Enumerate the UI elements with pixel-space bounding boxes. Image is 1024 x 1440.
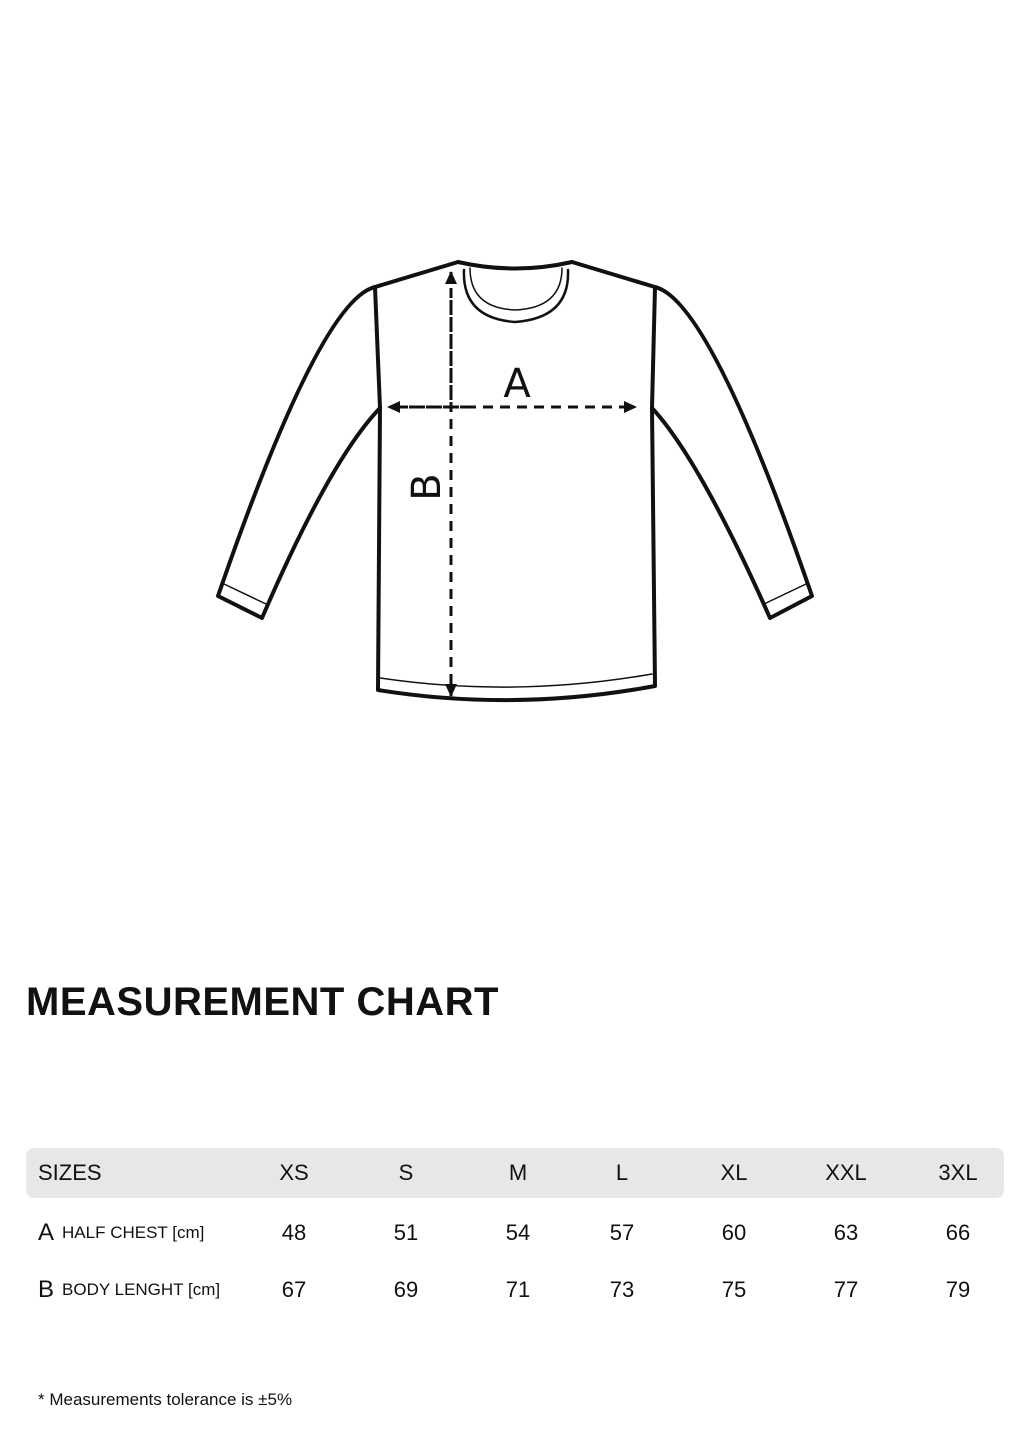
table-cell: 48 bbox=[281, 1219, 307, 1245]
measurement-table bbox=[26, 1148, 1004, 1312]
header-sizes-label: SIZES bbox=[38, 1160, 102, 1185]
table-header-row bbox=[26, 1148, 1004, 1198]
header-size: M bbox=[508, 1160, 528, 1185]
table-cell: 54 bbox=[505, 1219, 531, 1245]
label-a: A bbox=[503, 361, 531, 407]
row-label-text: BODY LENGHT [cm] bbox=[62, 1279, 221, 1299]
table-cell: 63 bbox=[833, 1219, 859, 1245]
table-row bbox=[26, 1198, 1004, 1255]
table-cell: 75 bbox=[721, 1276, 747, 1302]
table-cell: 67 bbox=[281, 1276, 307, 1302]
header-size: XS bbox=[279, 1160, 309, 1185]
table-cell: 77 bbox=[833, 1276, 859, 1302]
label-b: B bbox=[404, 473, 450, 501]
shirt-outline-icon bbox=[218, 262, 812, 700]
table-cell: 73 bbox=[609, 1276, 635, 1302]
table-cell: 69 bbox=[393, 1276, 419, 1302]
page-title: MEASUREMENT CHART bbox=[26, 980, 499, 1024]
table-cell: 71 bbox=[505, 1276, 531, 1302]
row-label bbox=[38, 1261, 220, 1318]
row-label bbox=[38, 1204, 204, 1261]
table-cell: 60 bbox=[721, 1219, 747, 1245]
header-size: S bbox=[398, 1160, 414, 1185]
table-cell: 66 bbox=[945, 1219, 971, 1245]
table-cell: 79 bbox=[945, 1276, 971, 1302]
header-size: 3XL bbox=[938, 1160, 978, 1185]
tolerance-footnote: * Measurements tolerance is ±5% bbox=[38, 1390, 293, 1409]
header-size: L bbox=[615, 1160, 629, 1185]
table-cell: 57 bbox=[609, 1219, 635, 1245]
header-size: XL bbox=[720, 1160, 748, 1185]
row-label-text: HALF CHEST [cm] bbox=[62, 1222, 205, 1242]
row-letter: A bbox=[38, 1218, 55, 1246]
header-size: XXL bbox=[825, 1160, 867, 1185]
table-cell: 51 bbox=[393, 1219, 419, 1245]
table-row bbox=[26, 1255, 1004, 1312]
row-letter: B bbox=[38, 1275, 55, 1303]
